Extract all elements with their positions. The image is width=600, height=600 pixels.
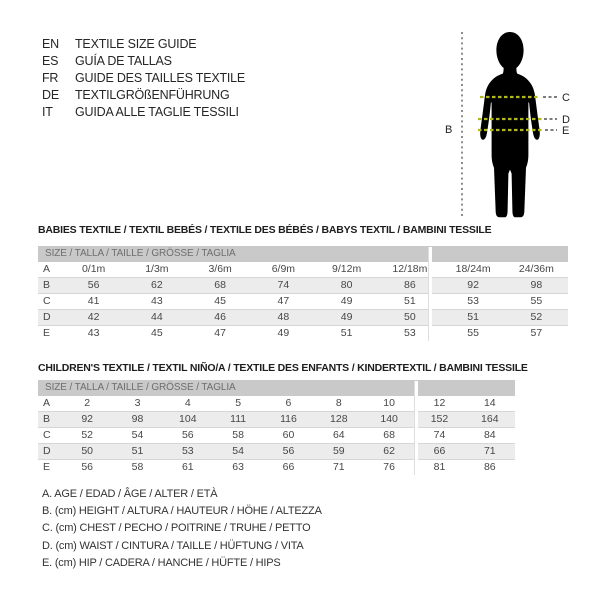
size-value-cell: 53 <box>181 445 194 457</box>
size-value-cell: 14 <box>483 397 496 409</box>
size-value-cell: 92 <box>467 279 479 291</box>
babies-section-title: BABIES TEXTILE / TEXTIL BEBÉS / TEXTILE DES BÉBÉS / BABYS TEXTIL / BAMBINI TESSILE <box>38 224 492 236</box>
fold-seam <box>414 381 418 475</box>
size-value-cell: 128 <box>330 413 348 425</box>
size-value-cell: 76 <box>383 461 395 473</box>
size-value-cell: 111 <box>230 413 247 425</box>
measurement-legend <box>42 486 322 572</box>
size-value-cell: 24/36m <box>518 263 554 275</box>
hip-label: E <box>562 125 570 137</box>
size-value-cell: 68 <box>214 279 226 291</box>
language-row <box>42 70 245 87</box>
size-value-cell: 152 <box>430 413 449 425</box>
size-value-cell: 52 <box>530 311 543 323</box>
size-value-cell: 98 <box>530 279 543 291</box>
size-value-cell: 62 <box>151 279 163 291</box>
size-value-cell: 86 <box>404 279 416 291</box>
size-value-cell: 53 <box>404 327 416 339</box>
row-label: B <box>43 413 51 425</box>
size-value-cell: 10 <box>383 397 395 409</box>
size-value-cell: 9/12m <box>332 263 362 275</box>
size-value-cell: 58 <box>131 461 144 473</box>
language-row <box>42 104 245 121</box>
size-value-cell: 49 <box>340 311 353 323</box>
table-row <box>38 444 515 460</box>
row-label: B <box>43 279 51 291</box>
language-code: FR <box>42 71 59 85</box>
size-value-cell: 68 <box>383 429 395 441</box>
size-value-cell: 46 <box>214 311 226 323</box>
row-label: E <box>43 461 51 473</box>
size-value-cell: 41 <box>87 295 100 307</box>
size-value-cell: 6/9m <box>271 263 296 275</box>
size-value-cell: 64 <box>332 429 345 441</box>
size-value-cell: 0/1m <box>81 263 106 275</box>
waist-label: D <box>562 114 570 126</box>
size-value-cell: 74 <box>277 279 290 291</box>
table-row <box>38 310 568 326</box>
size-value-cell: 53 <box>467 295 479 307</box>
size-value-cell: 51 <box>340 327 353 339</box>
row-label: D <box>43 311 51 323</box>
row-label: A <box>43 397 51 409</box>
row-label: C <box>43 429 51 441</box>
size-value-cell: 66 <box>433 445 446 457</box>
size-value-cell: 84 <box>483 429 496 441</box>
size-value-cell: 57 <box>530 327 543 339</box>
table-row <box>38 278 568 294</box>
children-table-header: SIZE / TALLA / TAILLE / GRÖSSE / TAGLIA <box>38 380 515 396</box>
size-value-cell: 56 <box>87 279 100 291</box>
language-title: TEXTILGRÖßENFÜHRUNG <box>75 88 230 102</box>
language-title-list <box>42 36 245 121</box>
size-value-cell: 8 <box>335 397 342 409</box>
size-value-cell: 58 <box>232 429 244 441</box>
size-value-cell: 54 <box>131 429 144 441</box>
babies-table-body <box>38 262 568 342</box>
size-value-cell: 61 <box>181 461 194 473</box>
size-value-cell: 140 <box>380 413 398 425</box>
row-label: C <box>43 295 51 307</box>
row-label: D <box>43 445 51 457</box>
size-value-cell: 59 <box>332 445 345 457</box>
size-value-cell: 12/18m <box>392 263 428 275</box>
language-row <box>42 36 245 53</box>
size-value-cell: 164 <box>481 413 499 425</box>
row-label: E <box>43 327 51 339</box>
size-value-cell: 43 <box>87 327 100 339</box>
language-title: TEXTILE SIZE GUIDE <box>75 37 197 51</box>
child-silhouette-diagram <box>440 18 590 223</box>
size-value-cell: 81 <box>433 461 446 473</box>
language-code: EN <box>42 37 59 51</box>
size-value-cell: 4 <box>184 397 191 409</box>
size-value-cell: 51 <box>404 295 416 307</box>
size-value-cell: 62 <box>383 445 395 457</box>
size-value-cell: 54 <box>232 445 244 457</box>
table-row <box>38 460 515 476</box>
language-title: GUÍA DE TALLAS <box>75 54 172 68</box>
size-value-cell: 66 <box>282 461 295 473</box>
language-code: IT <box>42 105 53 119</box>
legend-line: C. (cm) CHEST / PECHO / POITRINE / TRUHE / PETTO <box>42 522 311 535</box>
height-label: B <box>445 124 453 136</box>
babies-size-table <box>38 246 568 342</box>
size-value-cell: 116 <box>280 413 297 425</box>
language-code: DE <box>42 88 59 102</box>
size-value-cell: 60 <box>282 429 295 441</box>
measurement-figure <box>440 18 590 223</box>
legend-line: A. AGE / EDAD / ÂGE / ALTER / ETÀ <box>42 488 218 500</box>
children-size-table <box>38 380 515 476</box>
size-value-cell: 47 <box>277 295 290 307</box>
language-row <box>42 53 245 70</box>
size-value-cell: 86 <box>483 461 496 473</box>
child-silhouette-icon <box>480 32 540 217</box>
size-value-cell: 43 <box>151 295 163 307</box>
size-value-cell: 55 <box>530 295 543 307</box>
size-value-cell: 44 <box>151 311 163 323</box>
size-value-cell: 80 <box>340 279 353 291</box>
language-row <box>42 87 245 104</box>
table-row <box>38 396 515 412</box>
size-value-cell: 50 <box>404 311 416 323</box>
size-value-cell: 5 <box>235 397 242 409</box>
size-value-cell: 47 <box>214 327 226 339</box>
size-value-cell: 3 <box>134 397 141 409</box>
children-section-title: CHILDREN'S TEXTILE / TEXTIL NIÑO/A / TEXTILE DES ENFANTS / KINDERTEXTIL / BAMBINI TESSILE <box>38 362 528 374</box>
babies-table-header: SIZE / TALLA / TAILLE / GRÖSSE / TAGLIA <box>38 246 568 262</box>
size-value-cell: 56 <box>81 461 93 473</box>
legend-line: B. (cm) HEIGHT / ALTURA / HAUTEUR / HÖHE / ALTEZZA <box>42 505 322 518</box>
size-value-cell: 3/6m <box>208 263 232 275</box>
legend-line: D. (cm) WAIST / CINTURA / TAILLE / HÜFTUNG / VITA <box>42 539 304 552</box>
size-value-cell: 51 <box>131 445 144 457</box>
size-value-cell: 56 <box>181 429 194 441</box>
size-value-cell: 12 <box>433 397 446 409</box>
size-value-cell: 92 <box>81 413 93 425</box>
size-value-cell: 2 <box>84 397 91 409</box>
size-value-cell: 74 <box>433 429 446 441</box>
size-value-cell: 18/24m <box>455 263 491 275</box>
size-value-cell: 56 <box>282 445 295 457</box>
language-code: ES <box>42 54 59 68</box>
size-value-cell: 6 <box>285 397 292 409</box>
size-value-cell: 52 <box>81 429 93 441</box>
size-value-cell: 51 <box>467 311 479 323</box>
table-row <box>38 412 515 428</box>
size-value-cell: 45 <box>214 295 226 307</box>
legend-line: E. (cm) HIP / CADERA / HANCHE / HÜFTE / HIPS <box>42 556 281 569</box>
table-row <box>38 428 515 444</box>
table-row <box>38 294 568 310</box>
size-value-cell: 49 <box>340 295 353 307</box>
fold-seam <box>428 247 432 341</box>
size-value-cell: 71 <box>332 461 345 473</box>
size-value-cell: 50 <box>81 445 93 457</box>
size-value-cell: 71 <box>483 445 496 457</box>
size-value-cell: 98 <box>131 413 144 425</box>
size-value-cell: 48 <box>277 311 290 323</box>
children-table-body <box>38 396 515 476</box>
size-value-cell: 49 <box>277 327 290 339</box>
size-value-cell: 63 <box>232 461 244 473</box>
language-title: GUIDA ALLE TAGLIE TESSILI <box>75 105 239 119</box>
size-value-cell: 45 <box>151 327 163 339</box>
size-value-cell: 1/3m <box>145 263 169 275</box>
table-row <box>38 326 568 342</box>
table-row <box>38 262 568 278</box>
row-label: A <box>43 263 51 275</box>
size-value-cell: 42 <box>87 311 100 323</box>
language-title: GUIDE DES TAILLES TEXTILE <box>75 71 246 85</box>
chest-label: C <box>562 92 570 104</box>
size-value-cell: 104 <box>179 413 197 425</box>
size-value-cell: 55 <box>467 327 479 339</box>
